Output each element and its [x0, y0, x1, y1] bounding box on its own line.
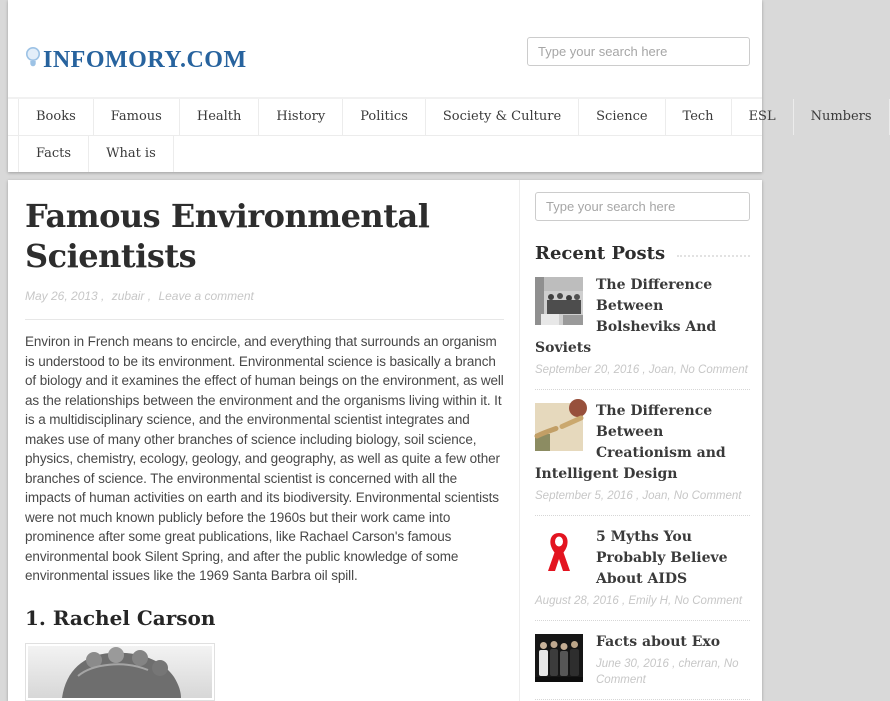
nav-item-esl[interactable]: ESL — [732, 99, 794, 135]
nav-item-numbers[interactable]: Numbers — [794, 99, 890, 135]
recent-post-item — [535, 621, 750, 700]
article-date: May 26, 2013 , — [25, 289, 105, 303]
post-thumbnail-exo-photo[interactable] — [535, 634, 583, 682]
recent-post-item — [535, 516, 750, 621]
post-title-link[interactable]: The Difference Between Creationism and Intelligent Design — [535, 403, 726, 482]
article-body-text: Environ in French means to encircle, and everything that surrounds an organism is understood to be its environment. Environmental science is basically a branch of biology and it examines the effect of human beings on the environment, as well as the relationships between the environment and the organisms living within it. It is a multidisciplinary science, and the environmental scientist integrates and makes use of many other branches of science including biology, soil science, physics, chemistry, ecology, geology, and geography, as well as quite a few other branches of science. The environmental scientist is concerned with all the impacts of human activities on earth and its biodiversity. Environmental scientists were not much known publicly before the 1960s but their work came into prominence after some great publications, like Rachael Carson's famous environmental book Silent Spring, and after the public knowledge of some environmental issues like the 1969 Santa Barbra oil spill. — [25, 334, 504, 583]
nav-item-health[interactable]: Health — [180, 99, 260, 135]
recent-post-item — [535, 264, 750, 390]
nav-item-tech[interactable]: Tech — [666, 99, 732, 135]
content-block — [8, 180, 762, 701]
nav-item-science[interactable]: Science — [579, 99, 665, 135]
post-meta: June 30, 2016 , cherran, No Comment — [596, 658, 739, 686]
post-thumbnail-creation-painting[interactable] — [535, 403, 583, 451]
recent-post-item — [535, 390, 750, 516]
nav-item-famous[interactable]: Famous — [94, 99, 180, 135]
sidebar — [520, 180, 762, 701]
nav-row-1 — [8, 98, 872, 135]
recent-posts-title: Recent Posts — [535, 243, 666, 264]
sidebar-search-input[interactable] — [535, 192, 750, 221]
article-divider — [25, 319, 504, 320]
post-thumbnail-red-ribbon[interactable] — [535, 529, 583, 577]
post-meta: September 5, 2016 , Joan, No Comment — [535, 490, 742, 502]
recent-posts-header — [535, 243, 750, 264]
article — [8, 180, 520, 701]
site-logo[interactable] — [25, 46, 247, 74]
main-nav — [8, 97, 872, 172]
page-container — [8, 0, 872, 701]
header-block — [8, 0, 872, 172]
article-author-link[interactable]: zubair , — [111, 289, 152, 303]
article-comment-link[interactable]: Leave a comment — [158, 289, 254, 303]
post-title-link[interactable]: Facts about Exo — [596, 634, 721, 650]
site-header — [8, 0, 762, 97]
nav-item-books[interactable]: Books — [18, 99, 94, 135]
header-search — [527, 37, 750, 66]
nav-item-facts[interactable]: Facts — [18, 136, 89, 172]
nav-row-2 — [8, 135, 762, 172]
article-meta — [25, 289, 504, 303]
dotted-leader — [677, 255, 750, 257]
article-title: Famous Environmental Scientists — [25, 197, 430, 275]
lightbulb-icon — [25, 46, 41, 74]
nav-item-politics[interactable]: Politics — [343, 99, 426, 135]
post-meta: September 20, 2016 , Joan, No Comment — [535, 364, 748, 376]
post-title-link[interactable]: The Difference Between Bolsheviks And Soviets — [535, 277, 717, 356]
post-thumbnail-bolsheviks-photo[interactable] — [535, 277, 583, 325]
site-logo-text: INFOMORY.COM — [43, 46, 247, 73]
post-title-link[interactable]: 5 Myths You Probably Believe About AIDS — [596, 529, 728, 587]
nav-item-history[interactable]: History — [259, 99, 343, 135]
rachel-carson-photo[interactable] — [25, 643, 215, 701]
nav-item-what-is[interactable]: What is — [89, 136, 174, 172]
post-meta: August 28, 2016 , Emily H, No Comment — [535, 595, 743, 607]
sidebar-search — [535, 192, 750, 221]
header-search-input[interactable] — [527, 37, 750, 66]
section-heading-rachel-carson: 1. Rachel Carson — [25, 605, 216, 630]
nav-item-society-culture[interactable]: Society & Culture — [426, 99, 579, 135]
